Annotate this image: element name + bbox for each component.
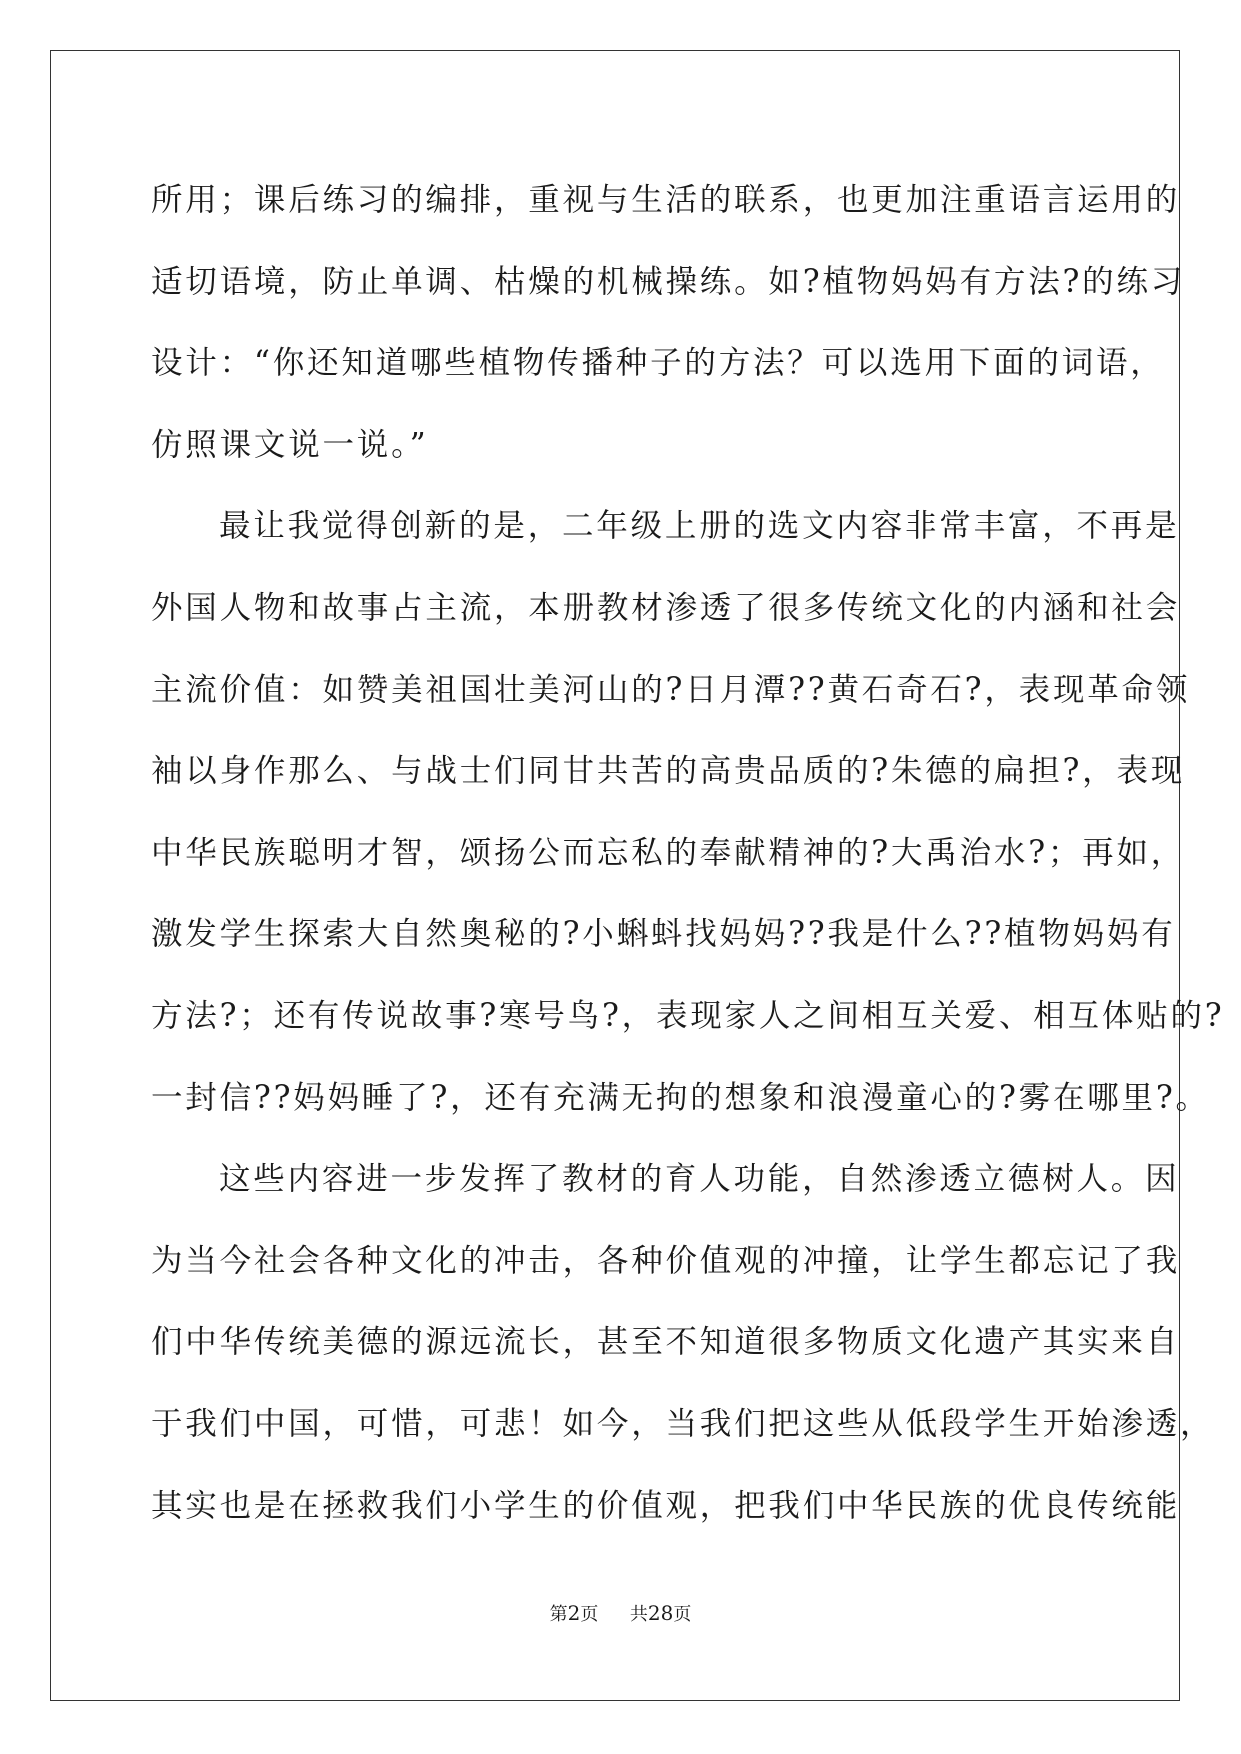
text-line: 一封信??妈妈睡了?，还有充满无拘的想象和浪漫童心的?雾在哪里?。: [151, 1079, 1210, 1116]
text-line: 中华民族聪明才智，颂扬公而忘私的奉献精神的?大禹治水?；再如，: [151, 834, 1186, 871]
text-line: 适切语境，防止单调、枯燥的机械操练。如?植物妈妈有方法?的练习: [151, 263, 1186, 300]
text-line: 方法?；还有传说故事?寒号鸟?，表现家人之间相互关爱、相互体贴的?: [151, 997, 1225, 1034]
text-line: 最让我觉得创新的是，二年级上册的选文内容非常丰富，不再是: [219, 508, 1180, 545]
text-line: 设计：“你还知道哪些植物传播种子的方法？可以选用下面的词语，: [151, 345, 1165, 382]
text-line: 激发学生探索大自然奥秘的?小蝌蚪找妈妈??我是什么??植物妈妈有: [151, 916, 1176, 953]
text-line: 所用；课后练习的编排，重视与生活的联系，也更加注重语言运用的: [151, 182, 1181, 218]
page-footer: [0, 1600, 1241, 1626]
total-pages: 28: [647, 1601, 674, 1625]
text-line: 主流价值：如赞美祖国壮美河山的?日月潭??黄石奇石?，表现革命领: [151, 671, 1191, 708]
text-line: 为当今社会各种文化的冲击，各种价值观的冲撞，让学生都忘记了我: [151, 1242, 1181, 1279]
paragraph-2: [151, 486, 1225, 1139]
page-number: 2: [567, 1601, 581, 1625]
text-line: 们中华传统美德的源远流长，甚至不知道很多物质文化遗产其实来自: [151, 1324, 1181, 1361]
page-suffix: 页: [580, 1604, 599, 1625]
paragraph-1: [151, 160, 1186, 486]
total-suffix: 页: [673, 1604, 692, 1625]
total-prefix: 共: [629, 1604, 648, 1625]
text-line: 这些内容进一步发挥了教材的育人功能，自然渗透立德树人。因: [219, 1161, 1180, 1198]
text-line: 外国人物和故事占主流，本册教材渗透了很多传统文化的内涵和社会: [151, 589, 1181, 626]
paragraph-3: [151, 1139, 1215, 1547]
text-line: 于我们中国，可惜，可悲！如今，当我们把这些从低段学生开始渗透，: [151, 1405, 1215, 1442]
page-prefix: 第: [549, 1604, 568, 1625]
text-line: 仿照课文说一说。”: [151, 426, 429, 463]
text-line: 其实也是在拯救我们小学生的价值观，把我们中华民族的优良传统能: [151, 1487, 1181, 1524]
text-line: 袖以身作那么、与战士们同甘共苦的高贵品质的?朱德的扁担?，表现: [151, 753, 1186, 790]
document-body: [151, 160, 1225, 1547]
